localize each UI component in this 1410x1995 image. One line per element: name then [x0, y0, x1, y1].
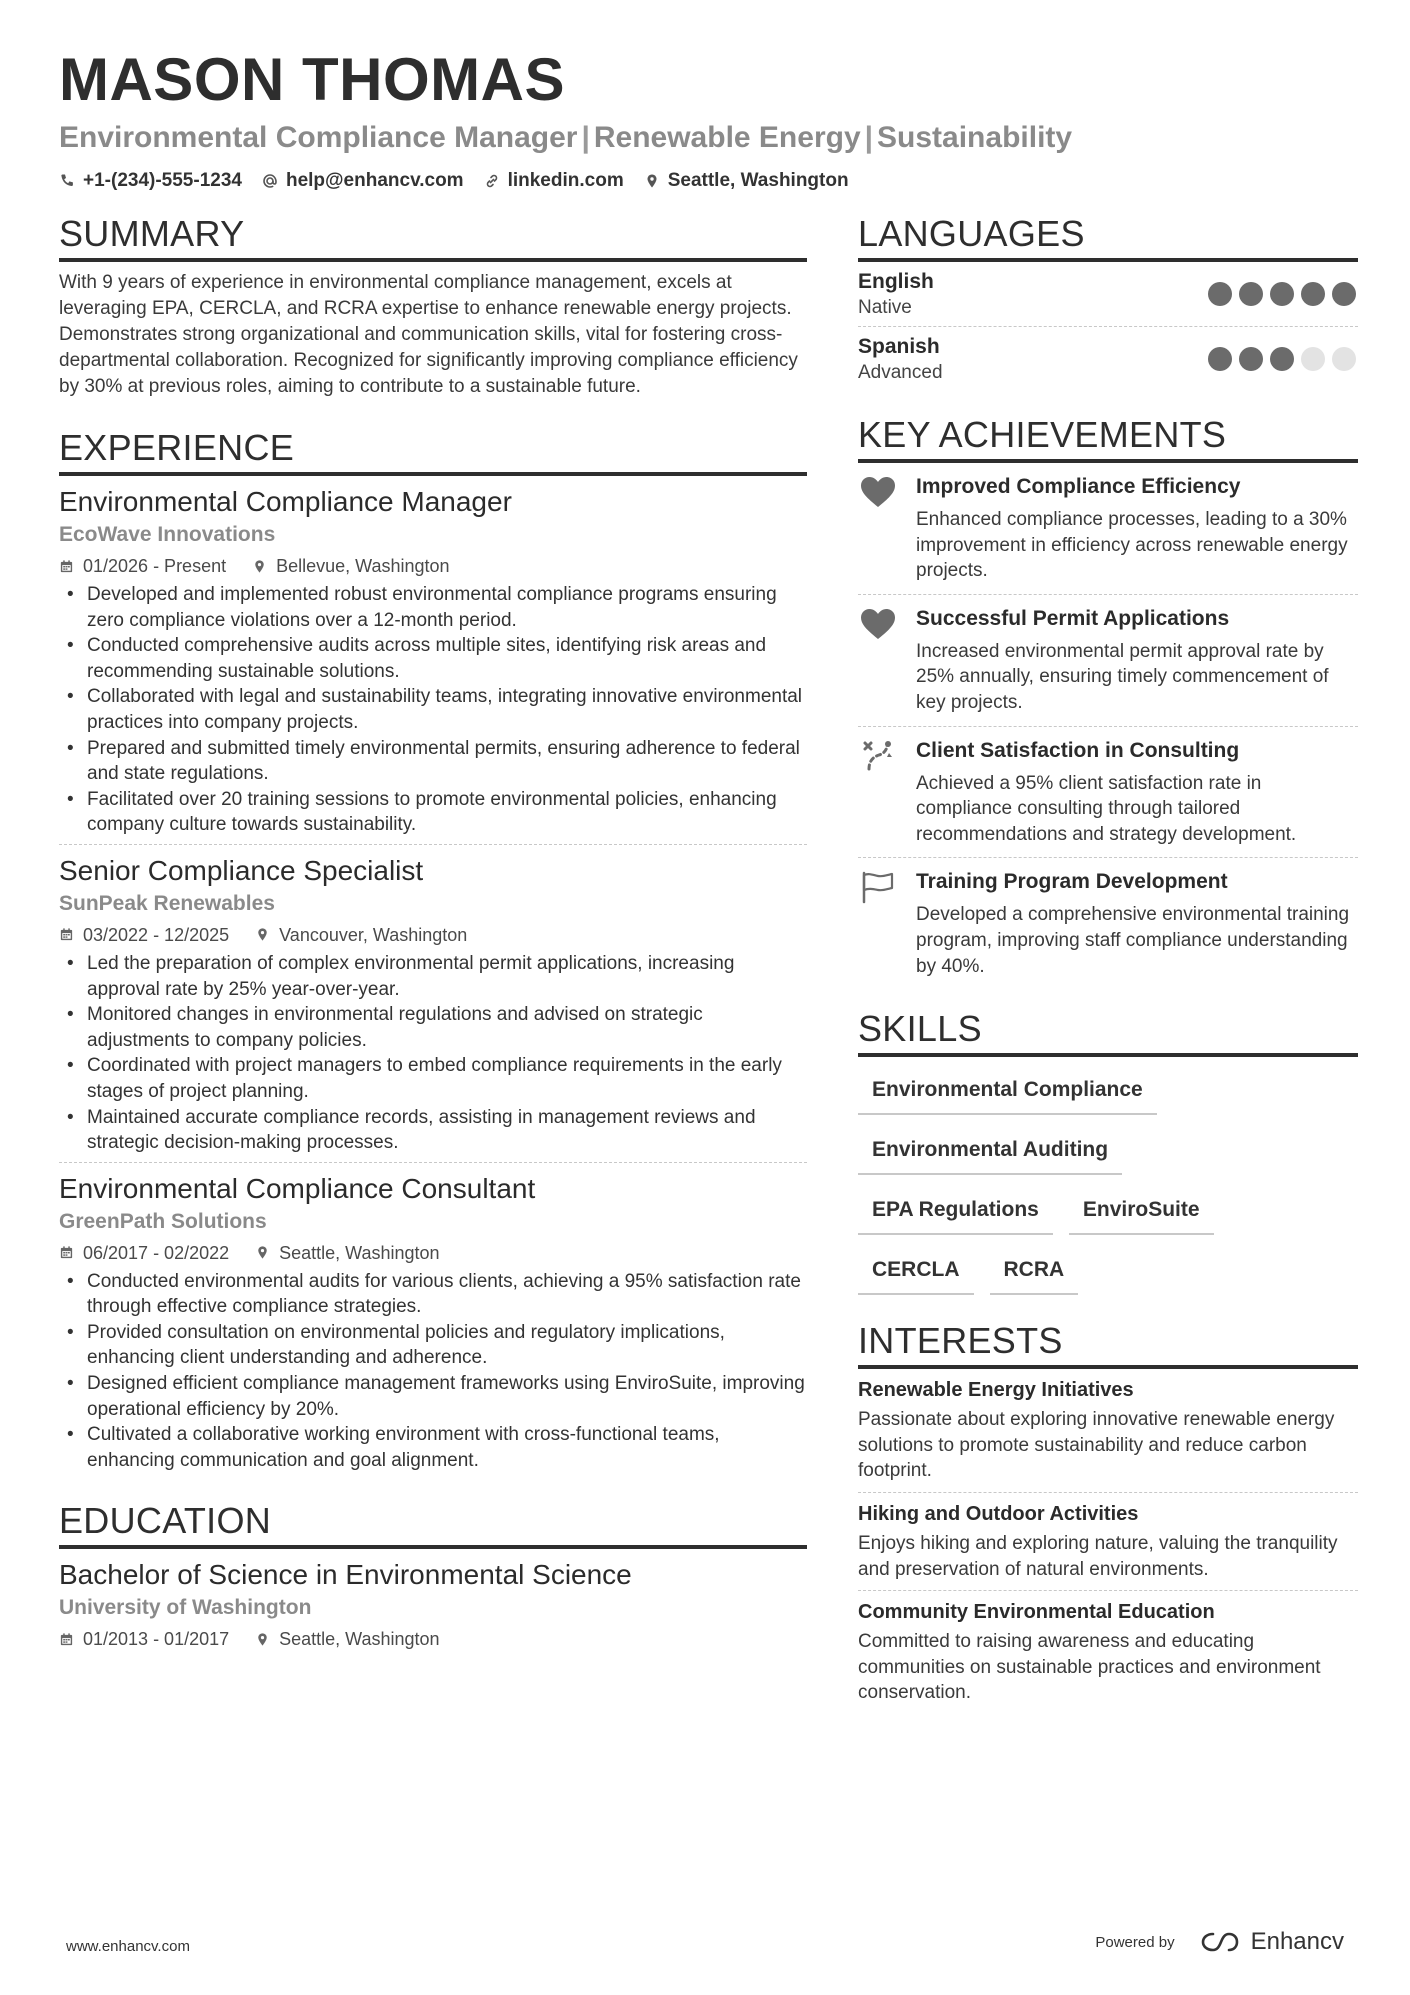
brand-name: Enhancv — [1250, 1928, 1344, 1955]
experience-section — [59, 428, 807, 1479]
skill-tag: CERCLA — [858, 1251, 974, 1295]
job-bullets — [59, 951, 807, 1156]
job-meta — [59, 1239, 807, 1267]
calendar-icon — [59, 559, 74, 574]
at-icon — [262, 173, 278, 189]
education-dates — [59, 1625, 229, 1653]
education-location — [255, 1625, 439, 1653]
achievement-icon-wrap — [858, 605, 898, 716]
achievements-heading: KEY ACHIEVEMENTS — [858, 415, 1358, 463]
interests-section — [858, 1321, 1358, 1714]
language-level: Native — [858, 297, 912, 318]
location-text: Seattle, Washington — [279, 1242, 440, 1263]
interest-item — [858, 1369, 1358, 1492]
location-pin-icon — [644, 173, 660, 189]
bullet-item: • Designed efficient compliance management frameworks using EnviroSuite, improving operational efficiency by 20%. — [87, 1371, 807, 1422]
achievement-item — [858, 463, 1358, 594]
skills-section — [858, 1009, 1358, 1295]
dates-text: 01/2026 - Present — [83, 556, 227, 576]
bullet-item: • Conducted comprehensive audits across multiple sites, identifying risk areas and recommending sustainable solutions. — [87, 633, 807, 684]
route-icon — [859, 739, 897, 773]
skill-tag: RCRA — [990, 1251, 1079, 1295]
left-column — [59, 214, 807, 1679]
achievement-item — [858, 857, 1358, 989]
interest-title: Hiking and Outdoor Activities — [858, 1502, 1139, 1525]
achievement-icon-wrap — [858, 868, 898, 979]
location-text: Seattle, Washington — [279, 1629, 440, 1650]
location-pin-icon — [255, 1245, 270, 1260]
enhancv-logo[interactable] — [1199, 1928, 1344, 1956]
job-meta — [59, 921, 807, 949]
bullet-item: • Developed and implemented robust environmental compliance programs ensuring zero compliance violations over a 12-month period. — [87, 582, 807, 633]
achievement-icon-wrap — [858, 473, 898, 584]
achievement-item — [858, 594, 1358, 726]
contact-location — [644, 168, 849, 194]
contact-linkedin[interactable] — [484, 168, 624, 194]
candidate-name: MASON THOMAS — [59, 46, 565, 113]
link-icon — [484, 173, 500, 189]
bullet-item: • Monitored changes in environmental regulations and advised on strategic adjustments to company policies. — [87, 1002, 807, 1053]
achievement-title: Training Program Development — [916, 870, 1228, 894]
phone-number: +1-(234)-555-1234 — [83, 170, 242, 191]
achievement-desc: Achieved a 95% client satisfaction rate in compliance consulting through tailored recommendations and strategy development. — [916, 772, 1297, 845]
headline-field: Renewable Energy — [593, 121, 861, 154]
languages-heading: LANGUAGES — [858, 214, 1358, 262]
rating-dot-filled — [1301, 282, 1325, 306]
right-column — [858, 214, 1358, 1734]
location-pin-icon — [255, 927, 270, 942]
location-pin-icon — [255, 1632, 270, 1647]
experience-heading: EXPERIENCE — [59, 428, 807, 476]
calendar-icon — [59, 1245, 74, 1260]
interest-desc: Committed to raising awareness and educating communities on sustainable practices and environment conservation. — [858, 1631, 1321, 1704]
job-dates — [59, 1239, 229, 1267]
job-location — [255, 1239, 439, 1267]
headline — [59, 120, 1359, 156]
skill-tag: EnviroSuite — [1069, 1191, 1214, 1235]
language-name: Spanish — [858, 335, 940, 358]
language-entry — [858, 262, 1358, 326]
linkedin-url: linkedin.com — [507, 170, 624, 191]
language-rating — [1208, 347, 1358, 371]
language-level: Advanced — [858, 362, 943, 383]
rating-dot-filled — [1270, 347, 1294, 371]
contact-email[interactable] — [262, 168, 464, 194]
header — [59, 44, 1359, 194]
bullet-item: • Coordinated with project managers to embed compliance requirements in the early stages of project planning. — [87, 1053, 807, 1104]
calendar-icon — [59, 927, 74, 942]
job-title: Senior Compliance Specialist — [59, 854, 424, 886]
job-bullets — [59, 1269, 807, 1474]
job-meta — [59, 552, 807, 580]
enhancv-logo-icon — [1199, 1929, 1243, 1955]
rating-dot-filled — [1332, 282, 1356, 306]
summary-heading: SUMMARY — [59, 214, 807, 262]
location-text: Vancouver, Washington — [279, 924, 468, 945]
dates-text: 06/2017 - 02/2022 — [83, 1242, 230, 1263]
company-name: GreenPath Solutions — [59, 1209, 267, 1233]
degree-title: Bachelor of Science in Environmental Science — [59, 1559, 632, 1591]
achievement-title: Client Satisfaction in Consulting — [916, 738, 1240, 762]
education-heading: EDUCATION — [59, 1501, 807, 1549]
contact-phone[interactable] — [59, 168, 242, 194]
language-entry — [858, 326, 1358, 391]
dates-text: 03/2022 - 12/2025 — [83, 924, 230, 945]
job-location — [252, 552, 449, 580]
bullet-item: • Collaborated with legal and sustainability teams, integrating innovative environmental practices into company projects. — [87, 684, 807, 735]
interest-desc: Passionate about exploring innovative renewable energy solutions to promote sustainability and reduce carbon footprint. — [858, 1409, 1335, 1482]
bullet-item: • Facilitated over 20 training sessions to promote environmental policies, enhancing company culture towards sustainability. — [87, 787, 807, 838]
skills-list — [858, 1071, 1358, 1295]
job-location — [255, 921, 467, 949]
achievement-desc: Developed a comprehensive environmental training program, improving staff compliance understanding by 40%. — [916, 904, 1350, 977]
skill-tag: Environmental Compliance — [858, 1071, 1157, 1115]
job-entry — [59, 476, 807, 844]
language-rating — [1208, 282, 1358, 306]
interest-title: Community Environmental Education — [858, 1601, 1215, 1624]
achievement-icon-wrap — [858, 737, 898, 848]
languages-section — [858, 214, 1358, 391]
achievement-title: Successful Permit Applications — [916, 606, 1230, 630]
job-entry — [59, 1162, 807, 1480]
company-name: EcoWave Innovations — [59, 523, 276, 546]
headline-separator: | — [864, 121, 874, 154]
footer-website[interactable]: www.enhancv.com — [66, 1938, 190, 1955]
achievement-desc: Enhanced compliance processes, leading to a 30% improvement in efficiency across renewable energy projects. — [916, 509, 1348, 582]
rating-dot-filled — [1239, 282, 1263, 306]
interest-item — [858, 1590, 1358, 1714]
email-address: help@enhancv.com — [285, 170, 464, 191]
location-pin-icon — [252, 559, 267, 574]
rating-dot-empty — [1301, 347, 1325, 371]
education-entry — [59, 1549, 807, 1659]
skills-heading: SKILLS — [858, 1009, 1358, 1057]
interest-desc: Enjoys hiking and exploring nature, valuing the tranquility and preservation of natural environments. — [858, 1532, 1338, 1580]
company-name: SunPeak Renewables — [59, 891, 275, 915]
powered-by-label: Powered by — [1095, 1933, 1175, 1951]
location-text: Bellevue, Washington — [276, 556, 450, 576]
rating-dot-filled — [1270, 282, 1294, 306]
achievement-title: Improved Compliance Efficiency — [916, 475, 1241, 498]
school-name: University of Washington — [59, 1596, 312, 1620]
summary-section — [59, 214, 807, 400]
contact-bar — [59, 168, 1359, 194]
job-dates — [59, 552, 226, 580]
dates-text: 01/2013 - 01/2017 — [83, 1629, 230, 1650]
heart-icon — [859, 475, 897, 509]
job-dates — [59, 921, 229, 949]
job-bullets — [59, 582, 807, 838]
phone-icon — [59, 173, 75, 189]
rating-dot-filled — [1208, 347, 1232, 371]
footer-branding — [1095, 1928, 1344, 1956]
heart-icon — [859, 607, 897, 641]
headline-focus: Sustainability — [877, 121, 1073, 154]
interests-heading: INTERESTS — [858, 1321, 1358, 1369]
job-title: Environmental Compliance Consultant — [59, 1172, 536, 1204]
job-entry — [59, 844, 807, 1162]
bullet-item: • Prepared and submitted timely environmental permits, ensuring adherence to federal and state regulations. — [87, 736, 807, 787]
rating-dot-filled — [1239, 347, 1263, 371]
interest-item — [858, 1492, 1358, 1590]
rating-dot-empty — [1332, 347, 1356, 371]
job-title: Environmental Compliance Manager — [59, 486, 512, 517]
calendar-icon — [59, 1632, 74, 1647]
bullet-item: • Provided consultation on environmental policies and regulatory implications, enhancing client understanding and adherence. — [87, 1320, 807, 1371]
headline-role: Environmental Compliance Manager — [59, 121, 578, 154]
language-name: English — [858, 270, 934, 293]
achievement-desc: Increased environmental permit approval rate by 25% annually, ensuring timely commencement of key projects. — [916, 640, 1329, 713]
location-text: Seattle, Washington — [667, 170, 849, 191]
education-meta — [59, 1625, 807, 1653]
bullet-item: • Cultivated a collaborative working environment with cross-functional teams, enhancing communication and goal alignment. — [87, 1422, 807, 1473]
achievement-item — [858, 726, 1358, 858]
skill-tag: Environmental Auditing — [858, 1131, 1122, 1175]
summary-text: With 9 years of experience in environmental compliance management, excels at leveraging EPA, CERCLA, and RCRA expertise to enhance renewable energy projects. Demonstrates strong organizational and communication skills, vital for fostering cross-departmental collaboration. Recognized for significantly improving compliance efficiency by 30% at previous roles, aiming to contribute to a sustainable future. — [59, 272, 798, 397]
interest-title: Renewable Energy Initiatives — [858, 1379, 1134, 1402]
rating-dot-filled — [1208, 282, 1232, 306]
bullet-item: • Maintained accurate compliance records, assisting in management reviews and strategic decision-making processes. — [87, 1105, 807, 1156]
education-section — [59, 1501, 807, 1659]
bullet-item: • Led the preparation of complex environmental permit applications, increasing approval rate by 25% year-over-year. — [87, 951, 807, 1002]
bullet-item: • Conducted environmental audits for various clients, achieving a 95% satisfaction rate through effective compliance strategies. — [87, 1269, 807, 1320]
flag-icon — [859, 870, 897, 904]
achievements-section — [858, 415, 1358, 989]
skill-tag: EPA Regulations — [858, 1191, 1053, 1235]
headline-separator: | — [581, 121, 590, 154]
